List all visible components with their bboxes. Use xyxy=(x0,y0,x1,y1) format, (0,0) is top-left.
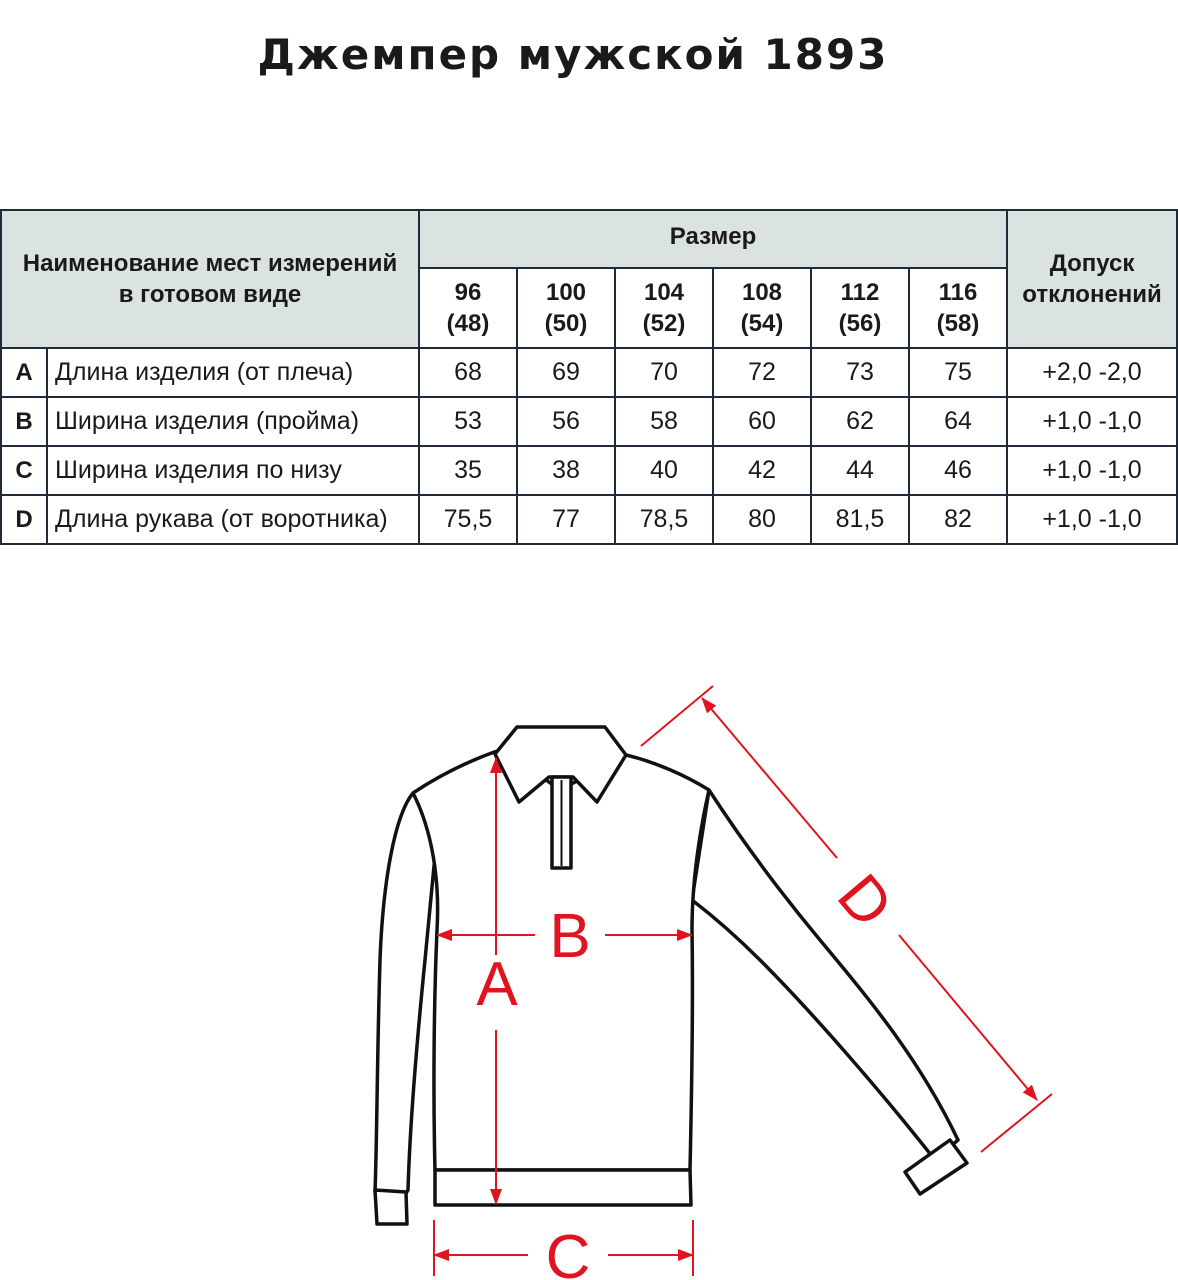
table-cell: 82 xyxy=(909,495,1007,544)
row-label: Длина изделия (от плеча) xyxy=(47,348,419,397)
measure-d-tick-top xyxy=(641,686,713,746)
table-cell: 69 xyxy=(517,348,615,397)
table-cell: 46 xyxy=(909,446,1007,495)
size-column-header: 100 (50) xyxy=(517,268,615,348)
measure-label-d: D xyxy=(824,861,906,941)
left-sleeve xyxy=(375,793,437,1195)
table-cell: 64 xyxy=(909,397,1007,446)
row-letter: A xyxy=(1,348,47,397)
row-letter: B xyxy=(1,397,47,446)
table-cell: 75 xyxy=(909,348,1007,397)
tolerance-cell: +1,0 -1,0 xyxy=(1007,397,1177,446)
table-cell: 80 xyxy=(713,495,811,544)
table-cell: 58 xyxy=(615,397,713,446)
size-column-header: 112 (56) xyxy=(811,268,909,348)
row-label: Ширина изделия по низу xyxy=(47,446,419,495)
tolerance-cell: +1,0 -1,0 xyxy=(1007,495,1177,544)
tolerance-cell: +1,0 -1,0 xyxy=(1007,446,1177,495)
table-cell: 42 xyxy=(713,446,811,495)
table-cell: 75,5 xyxy=(419,495,517,544)
right-cuff xyxy=(905,1140,967,1194)
table-cell: 70 xyxy=(615,348,713,397)
measurement-name-header: Наименование мест измерений в готовом виде xyxy=(1,210,419,348)
size-column-header: 104 (52) xyxy=(615,268,713,348)
row-label: Ширина изделия (пройма) xyxy=(47,397,419,446)
table-cell: 72 xyxy=(713,348,811,397)
table-cell: 81,5 xyxy=(811,495,909,544)
row-letter: D xyxy=(1,495,47,544)
measure-label-b: B xyxy=(549,902,591,971)
table-cell: 68 xyxy=(419,348,517,397)
table-cell: 44 xyxy=(811,446,909,495)
table-cell: 38 xyxy=(517,446,615,495)
table-cell: 40 xyxy=(615,446,713,495)
table-cell: 60 xyxy=(713,397,811,446)
size-header: Размер xyxy=(419,210,1007,268)
size-column-header: 116 (58) xyxy=(909,268,1007,348)
row-label: Длина рукава (от воротника) xyxy=(47,495,419,544)
left-cuff xyxy=(375,1190,407,1224)
table-cell: 78,5 xyxy=(615,495,713,544)
tolerance-cell: +2,0 -2,0 xyxy=(1007,348,1177,397)
table-cell: 53 xyxy=(419,397,517,446)
table-cell: 77 xyxy=(517,495,615,544)
size-column-header: 108 (54) xyxy=(713,268,811,348)
page-title: Джемпер мужской 1893 xyxy=(257,30,889,79)
measure-label-a: A xyxy=(476,950,518,1019)
size-column-header: 96 (48) xyxy=(419,268,517,348)
row-letter: C xyxy=(1,446,47,495)
table-cell: 56 xyxy=(517,397,615,446)
table-cell: 73 xyxy=(811,348,909,397)
table-cell: 62 xyxy=(811,397,909,446)
measure-d-tick-bottom xyxy=(981,1094,1052,1152)
hem-band xyxy=(435,1170,691,1205)
right-sleeve xyxy=(692,790,958,1160)
table-cell: 35 xyxy=(419,446,517,495)
tolerance-header: Допуск отклонений xyxy=(1007,210,1177,348)
measure-label-c: C xyxy=(545,1223,591,1280)
jumper-outline xyxy=(375,727,967,1224)
